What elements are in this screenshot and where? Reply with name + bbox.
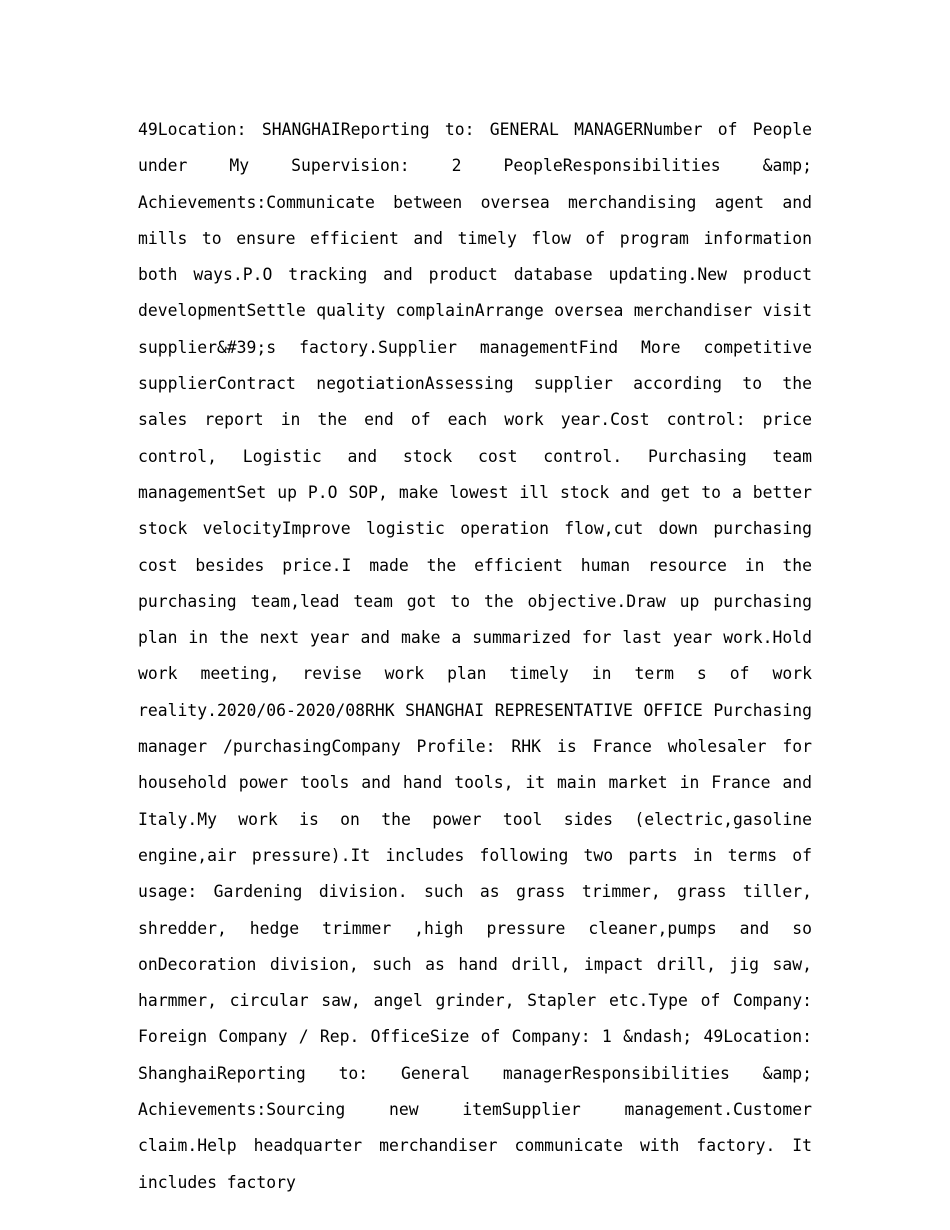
body-paragraph: 49Location: SHANGHAIReporting to: GENERAL MANAGERNumber of People under My Supervision: 2 PeopleResponsibilities &amp; Achievements:Communicate between oversea merchandising agent and mills to ensure efficient and timely flow of program information both ways.P.O tracking and product database updating.New product developmentSettle quality complainArrange oversea merchandiser visit supplier&#39;s factory.Supplier managementFind More competitive supplierContract negotiationAssessing supplier according to the sales report in the end of each work year.Cost control: price control, Logistic and stock cost control. Purchasing team managementSet up P.O SOP, make lowest ill stock and get to a better stock velocityImprove logistic operation flow,cut down purchasing cost besides price.I made the efficient human resource in the purchasing team,lead team got to the objective.Draw up purchasing plan in the next year and make a summarized for last year work.Hold work meeting, revise work plan timely in term s of work reality.2020/06-2020/08RHK SHANGHAI REPRESENTATIVE OFFICE Purchasing manager /purchasingCompany Profile: RHK is France wholesaler for household power tools and hand tools, it main market in France and Italy.My work is on the power tool sides (electric,gasoline engine,air pressure).It includes following two parts in terms of usage: Gardening division. such as grass trimmer, grass tiller, shredder, hedge trimmer ,high pressure cleaner,pumps and so onDecoration division, such as hand drill, impact drill, jig saw, harmmer, circular saw, angel grinder, Stapler etc.Type of Company: Foreign Company / Rep. OfficeSize of Company: 1 &ndash; 49Location: ShanghaiReporting to: General managerResponsibilities &amp; Achievements:Sourcing new itemSupplier management.Customer claim.Help headquarter merchandiser communicate with factory. It includes factory bbox=[138, 120, 812, 1192]
